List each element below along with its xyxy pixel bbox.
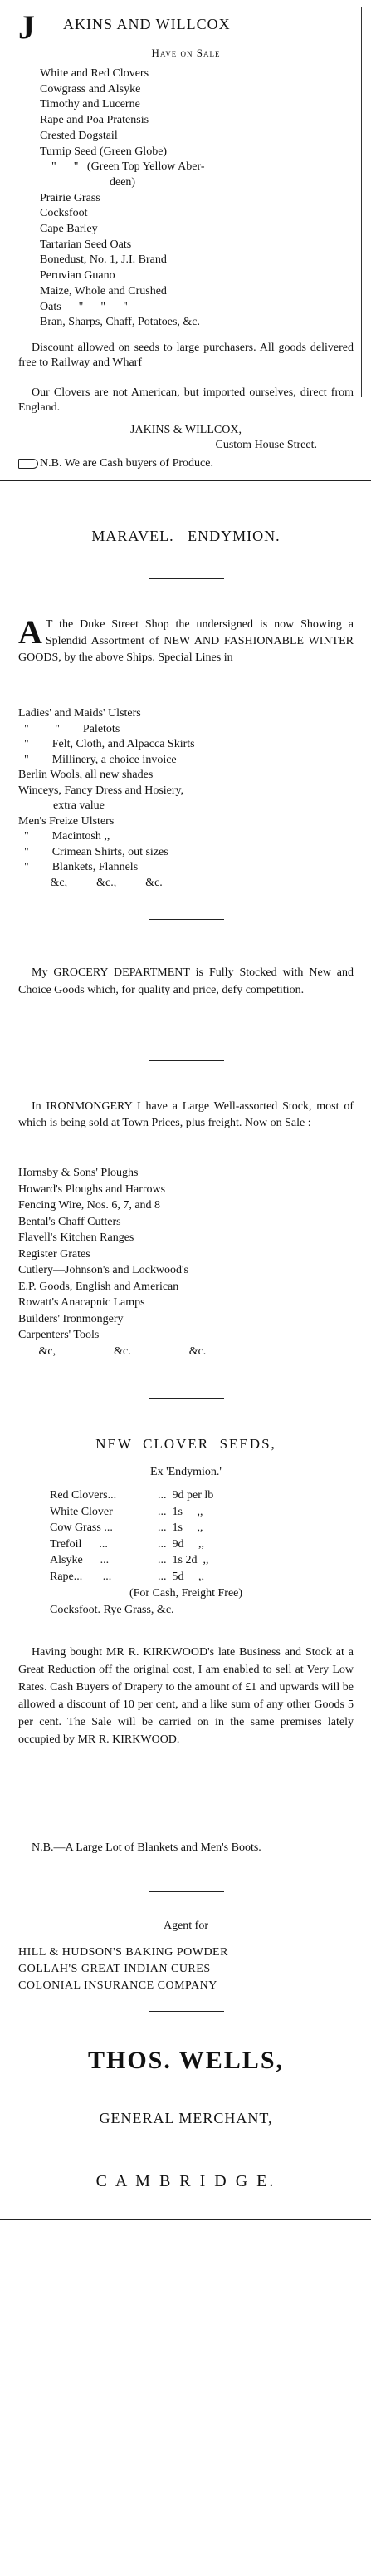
jakins-item: Timothy and Lucerne <box>40 98 140 111</box>
ironmongery-item: Fencing Wire, Nos. 6, 7, and 8 <box>18 1199 161 1212</box>
price-row-price: ... 1s 2d ,, <box>158 1554 209 1566</box>
ironmongery-item: Bental's Chaff Cutters <box>18 1215 121 1228</box>
winter-goods-item: " Macintosh ,, <box>18 830 110 843</box>
ironmongery-item: Cutlery—Johnson's and Lockwood's <box>18 1264 188 1276</box>
jakins-item: Rape and Poa Pratensis <box>40 114 149 127</box>
winter-goods-item: " " Paletots <box>18 722 120 735</box>
jakins-title <box>18 8 354 46</box>
winter-goods-item: Berlin Wools, all new shades <box>18 769 154 781</box>
ironmongery-item: E.P. Goods, English and American <box>18 1280 179 1293</box>
jakins-discount: Discount allowed on seeds to large purchasers. All goods delivered free to Railway and Wharf <box>18 342 354 369</box>
section-rule-4 <box>149 1891 224 1892</box>
winter-goods-item: extra value <box>18 799 105 812</box>
ironmongery-item: Register Grates <box>18 1247 90 1261</box>
jakins-item: Tartarian Seed Oats <box>40 238 132 251</box>
ironmongery-item: Howard's Ploughs and Harrows <box>18 1182 166 1196</box>
ironmongery-item: Builders' Ironmongery <box>18 1312 124 1325</box>
ironmongery-item: Carpenters' Tools <box>18 1329 100 1341</box>
bottom-rule <box>0 2219 371 2220</box>
agent-for: Agent for <box>163 1920 209 1932</box>
jakins-item: deen) <box>40 175 136 189</box>
kirkwood-nb: N.B.—A Large Lot of Blankets and Men's Boots. <box>32 1841 261 1854</box>
title-drop-cap: J <box>18 8 35 46</box>
winter-goods-item: &c, &c., &c. <box>18 876 163 889</box>
section-rule-5 <box>149 2011 224 2012</box>
jakins-nb-text: N.B. We are Cash buyers of Produce. <box>40 457 213 469</box>
section-rule-1 <box>149 919 224 920</box>
jakins-item: Bran, Sharps, Chaff, Potatoes, &c. <box>40 316 200 329</box>
ironmongery-intro: In IRONMONGERY I have a Large Well-assorted Stock, most of which is being sold at Town Prices, plus freight. Now on Sale : <box>18 1100 354 1129</box>
price-row <box>50 1504 332 1521</box>
jakins-item: Crested Dogstail <box>40 129 118 142</box>
winter-goods-item: Winceys, Fancy Dress and Hosiery, <box>18 784 184 797</box>
intro-drop-cap: A <box>18 613 42 651</box>
jakins-item: Prairie Grass <box>40 191 100 204</box>
jakins-item-list <box>40 66 355 331</box>
price-row-seed: Cow Grass ... <box>50 1522 113 1534</box>
price-row <box>50 1487 332 1504</box>
price-row <box>50 1552 332 1569</box>
price-row-seed: White Clover <box>50 1505 113 1518</box>
ironmongery-list <box>18 1165 354 1359</box>
ironmongery-item: Rowatt's Anacapnic Lamps <box>18 1296 145 1309</box>
price-row-price: ... 1s ,, <box>158 1522 203 1534</box>
grocery-paragraph: My GROCERY DEPARTMENT is Fully Stocked with New and Choice Goods which, for quality and price, defy competition. <box>18 966 354 996</box>
jakins-nb <box>18 455 354 471</box>
price-row <box>50 1536 332 1553</box>
price-row-seed: Rape... ... <box>50 1570 112 1583</box>
jakins-item: Maize, Whole and Crushed <box>40 284 167 297</box>
section-rule-2 <box>149 1060 224 1061</box>
clover-seeds-ship: Ex 'Endymion.' <box>150 1466 222 1478</box>
agency-item: GOLLAH'S GREAT INDIAN CURES <box>18 1963 211 1975</box>
section-rule-3 <box>149 1398 224 1399</box>
ironmongery-item: Flavell's Kitchen Ranges <box>18 1231 134 1244</box>
jakins-item: Cowgrass and Alsyke <box>40 82 141 96</box>
jakins-signature-address: Custom House Street. <box>215 439 317 451</box>
agency-list <box>18 1944 354 1994</box>
jakins-title-text: AKINS AND WILLCOX <box>63 16 231 32</box>
merchant-trade: GENERAL MERCHANT, <box>99 2110 273 2126</box>
winter-goods-item: " Felt, Cloth, and Alpacca Skirts <box>18 738 195 750</box>
winter-goods-item: " Blankets, Flannels <box>18 861 139 873</box>
pointing-hand-icon <box>18 459 38 469</box>
jakins-item: Turnip Seed (Green Globe) <box>40 145 168 158</box>
price-row <box>50 1520 332 1536</box>
ad2-ship-header: MARAVEL. ENDYMION. <box>91 528 281 544</box>
price-row-seed: Trefoil ... <box>50 1537 108 1551</box>
jakins-subtitle: Have on Sale <box>151 47 221 59</box>
agency-item: HILL & HUDSON'S BAKING POWDER <box>18 1946 228 1959</box>
price-row-price: ... 1s ,, <box>158 1505 203 1518</box>
agency-item: COLONIAL INSURANCE COMPANY <box>18 1979 217 1992</box>
price-row <box>50 1569 332 1585</box>
jakins-item: Cape Barley <box>40 223 98 236</box>
ironmongery-item: &c, &c. &c. <box>18 1345 207 1358</box>
jakins-clovers-note: Our Clovers are not American, but imported ourselves, direct from England. <box>18 386 354 414</box>
jakins-item: White and Red Clovers <box>40 67 149 80</box>
kirkwood-notice: Having bought MR R. KIRKWOOD's late Business and Stock at a Great Reduction off the original cost, I am enabled to sell at Very Low Rates. Cash Buyers of Drapery to the amount of £1 and upwards will be allowed a discount of 10 per cent, and a like sum of any other Goods 5 per cent. The Sale will be carried on in the same premises lately occupied by MR R. KIRKWOOD. <box>18 1646 354 1746</box>
merchant-name: THOS. WELLS, <box>87 2047 285 2074</box>
jakins-item: Peruvian Guano <box>40 269 115 283</box>
winter-goods-list <box>18 706 354 891</box>
cocksfoot-line: Cocksfoot. Rye Grass, &c. <box>50 1604 174 1616</box>
ironmongery-item: Hornsby & Sons' Ploughs <box>18 1167 139 1179</box>
ad2-intro <box>18 613 354 666</box>
price-terms: (For Cash, Freight Free) <box>129 1587 243 1600</box>
price-row-price: ... 5d ,, <box>158 1570 204 1583</box>
price-row-seed: Red Clovers... <box>50 1489 117 1502</box>
winter-goods-item: Men's Freize Ulsters <box>18 814 115 828</box>
jakins-item: Oats " " " <box>40 300 128 313</box>
clover-price-list <box>50 1487 332 1585</box>
ad2-intro-text: T the Duke Street Shop the undersigned is now Showing a Splendid Assortment of NEW AND FASHIONABLE WINTER GOODS, by the above Ships. Special Lines in <box>18 618 354 664</box>
winter-goods-item: Ladies' and Maids' Ulsters <box>18 707 141 720</box>
jakins-item: Bonedust, No. 1, J.I. Brand <box>40 253 167 267</box>
merchant-town: C A M B R I D G E. <box>95 2172 276 2190</box>
winter-goods-item: " Millinery, a choice invoice <box>18 753 177 766</box>
column-rule-1 <box>0 480 371 481</box>
header-rule <box>149 578 224 579</box>
jakins-signature-name: JAKINS & WILLCOX, <box>130 424 242 436</box>
price-row-price: ... 9d ,, <box>158 1537 204 1551</box>
price-row-price: ... 9d per lb <box>158 1489 214 1502</box>
jakins-item: " " (Green Top Yellow Aber- <box>40 160 205 174</box>
jakins-item: Cocksfoot <box>40 207 88 220</box>
price-row-seed: Alsyke ... <box>50 1554 110 1566</box>
winter-goods-item: " Crimean Shirts, out sizes <box>18 845 168 858</box>
clover-seeds-title: NEW CLOVER SEEDS, <box>95 1436 276 1452</box>
